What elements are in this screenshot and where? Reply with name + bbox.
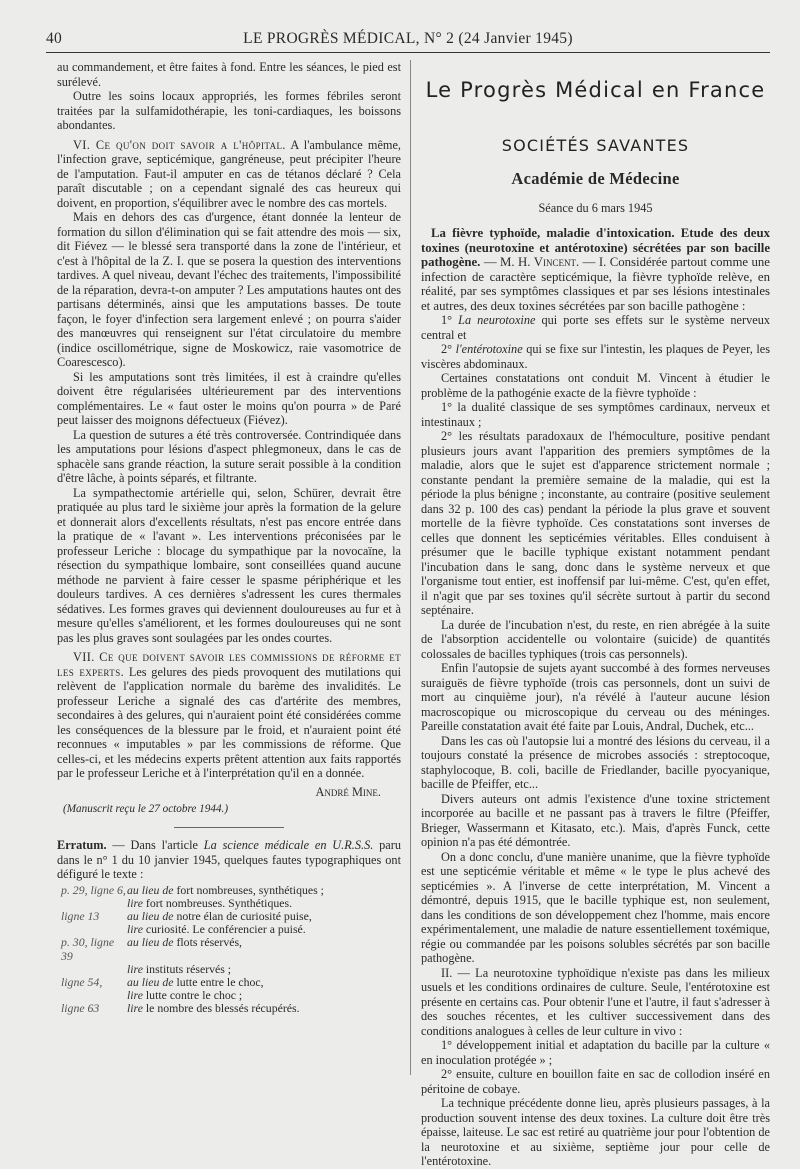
left-column <box>57 60 401 1075</box>
erratum-ref: ligne 63 <box>61 1001 100 1016</box>
erratum-correction: le nombre des blessés récupérés. <box>142 1001 300 1016</box>
page-number: 40 <box>46 30 63 47</box>
erratum-intro <box>57 838 401 882</box>
paragraph: La sympathectomie artérielle qui, selon, Schürer, devrait être pratiquée au plus tard le sixième jour après la formation de la gelure et donnerait alors d'excellents résultats, n'est pas encore entrée dans la pratique de « l'avant ». Les interventions préconisées par le professeur Leriche : blocage du sympathique par la novocaïne, la résection du sympathique lombaire, sont conseillées quand aucune méthode ne parvient à faire cesser le spasme périphérique et les douleurs tardives. A ces dernières s'adressent les cures thermales sédatives. Les formes graves qui deviennent douloureuses au fur et à mesure qu'elles s'améliorent, et les formes douloureuses qui ne sont pas les plus graves sont soulagées par les ondes courtes. <box>57 485 401 645</box>
erratum-correction: notre élan de curiosité puise, <box>173 908 312 923</box>
erratum-correction: lutte contre le choc ; <box>142 988 243 1003</box>
list-item <box>421 313 770 342</box>
paragraph: Mais en dehors des cas d'urgence, étant donnée la lenteur de formation du sillon d'élimination qui se fait attendre des mois — six, dit Fiévez — le blessé sera transporté dans la zone de l'intérieur, et c'est à l'hôpital de la Z. I. que se posera la question des interventions tardives. A quel niveau, devant l'échec des traitements, l'impossibilité de la réparation, devra-t-on amputer ? Les amputations hautes ont des partisans déterminés, ainsi que les amputations basses. De toute façon, le foyer d'infection sera largement enlevé ; on pourra s'aider des manœuvres qui renseignent sur l'état circulatoire du membre (indice oscillométrique, signe de Moskowicz, raie vasomotrice de Coarescesco). <box>57 210 401 369</box>
section-vii <box>57 650 401 781</box>
erratum-marker: au lieu de <box>127 908 174 923</box>
erratum-ref: p. 30, ligne 39 <box>61 935 115 963</box>
item-number: 1° <box>441 313 453 327</box>
running-title: LE PROGRÈS MÉDICAL, N° 2 (24 Janvier 1945) <box>243 30 573 47</box>
erratum-marker: lire <box>127 988 143 1003</box>
paragraph: La question de sutures a été très controversée. Contrindiquée dans les amputations pour lésions d'aspect phlegmoneux, dans le cas de sphacèle sans grande réaction, la suture serait possible à la condition d'être lâche, à points séparés, et filtrante. <box>57 427 401 485</box>
erratum-ref: p. 29, ligne 6, <box>61 882 126 897</box>
erratum-row <box>57 1002 401 1015</box>
erratum-row <box>57 936 401 962</box>
erratum-label: Erratum. <box>57 838 107 852</box>
section-vi <box>57 138 401 211</box>
section-title: SOCIÉTÉS SAVANTES <box>501 136 690 155</box>
paragraph: La durée de l'incubation n'est, du reste, en rien abrégée à la suite de l'absorption accidentelle ou volontaire (suicide) de quantités colossales de bacilles typhiques (trois cas personnels). <box>421 617 770 661</box>
list-item <box>421 342 770 371</box>
erratum-marker: au lieu de <box>127 935 174 950</box>
erratum-ref: ligne 54, <box>61 974 103 989</box>
section-vii-title: VII. Ce que doivent savoir les commissions de réforme et les experts. <box>57 650 401 679</box>
paragraph: II. — La neurotoxine typhoïdique n'existe pas dans les milieux usuels et les conditions ordinaires de culture. Seule, l'entérotoxine est présente en certains cas. Pour obtenir l'une et l'autre, il faut s'adresser à des souches récentes, et les cultiver successivement dans des conditions analogues à celles de leur culture in vivo : <box>421 965 770 1038</box>
erratum-marker: au lieu de <box>127 974 174 989</box>
item-term: l'entérotoxine <box>455 342 523 356</box>
separator-rule <box>174 827 284 828</box>
column-divider <box>410 60 411 1075</box>
erratum-correction: instituts réservés ; <box>142 961 232 976</box>
section-vi-text: A l'ambulance même, l'infection grave, septicémique, gangréneuse, peut précipiter l'heure de l'amputation. Faut-il amputer en cas de tétanos déclaré ? Cela paraît discutable ; on a cependant signalé des cas heureux qui doivent, en proportion, s'équilibrer avec le nombre des cas mortels. <box>57 137 401 210</box>
erratum-text: paru dans le n° 1 du 10 janvier 1945, quelques fautes typographiques ont défiguré le texte : <box>57 838 401 881</box>
academy-title: Académie de Médecine <box>511 169 680 188</box>
journal-title: Le Progrès Médical en France <box>425 78 766 102</box>
paragraph: 1° développement initial et adaptation du bacille par la culture « en inoculation protégée » ; <box>421 1038 770 1067</box>
session-date: Séance du 6 mars 1945 <box>538 201 653 215</box>
article-title: La fièvre typhoïde, maladie d'intoxication. Etude des deux toxines (neurotoxine et antérotoxine) sécrétées par son bacille pathogène. <box>421 226 770 269</box>
paragraph: Si les amputations sont très limitées, il est à craindre qu'elles doivent être régularisées ultérieurement par des interventions complémentaires. Le « faut oster le moins qu'on pourra » de Paré peut laisser des moignons défectueux (Fiévez). <box>57 369 401 427</box>
erratum-ref <box>57 897 127 910</box>
article-intro: — I. Considérée partout comme une infection de caractère septicémique, la fièvre typhoïde relève, en réalité, par ses symptômes classiques et par ses lésions intestinales et autres, des deux toxines sécrétées par son bacille pathogène : <box>421 255 770 313</box>
erratum-marker: lire <box>127 922 143 937</box>
paragraph: Certaines constatations ont conduit M. Vincent à étudier le problème de la pathogénie exacte de la fièvre typhoïde : <box>421 371 770 400</box>
errata-list <box>57 884 401 1016</box>
author-signature: André Mine. <box>315 784 381 799</box>
item-text: qui se fixe sur l'intestin, les plaques de Peyer, les viscères abdominaux. <box>421 342 771 371</box>
erratum-marker: lire <box>127 1001 143 1016</box>
erratum-marker: lire <box>127 895 143 910</box>
section-vii-text: Les gelures des pieds provoquent des mutilations qui relèvent de l'application normale du barème des invalidités. Le professeur Leriche a signalé des cas d'artérite des membres, secondaires à des gelures, qui n'auraient point été considérées comme les conséquences de la blessure par le froid, et n'auraient point été reconnues « imputables » par les commissions de réforme. Que celles-ci, et les médecins experts prêtent attention aux faits rapportés par le professeur Leriche et à l'interprétation qu'il en a donnée. <box>57 664 401 780</box>
paragraph: Dans les cas où l'autopsie lui a montré des lésions du cerveau, il a toujours constaté la présence de microbes associés : streptocoque, staphylocoque, B. coli, bacille de Friedlander, bacille pyocyanique, bacille de Pfeiffer, etc... <box>421 733 770 791</box>
manuscript-note: (Manuscrit reçu le 27 octobre 1944.) <box>63 803 229 815</box>
erratum-correction: flots réservés, <box>173 935 242 950</box>
erratum-correction: lutte entre le choc, <box>173 974 264 989</box>
paragraph: La technique précédente donne lieu, après plusieurs passages, à la production souvent intense des deux toxines. La culture doit être très épaisse, laiteuse. Le sac est retiré au quatrième jour pour l'obtention de la neurotoxine et au sixième, septième jour pour celle de l'entérotoxine. <box>421 1096 770 1168</box>
running-header <box>46 30 770 52</box>
section-vi-title: VI. Ce qu'on doit savoir a l'hôpital. <box>73 137 286 152</box>
erratum-correction: fort nombreuses. Synthétiques. <box>142 895 293 910</box>
erratum-text <box>127 936 401 962</box>
erratum-marker: au lieu de <box>127 882 174 897</box>
paragraph: On a donc conclu, d'une manière unanime, que la fièvre typhoïde est une septicémie véritable et même « le type le plus achevé des septicémies ». A l'inverse de cette interprétation, M. Vincent a démontré, depuis 1915, que le bacille typhique est, non seulement, dans les conditions de son développement chez l'homme, mais encore expérimentalement, une maladie de nature essentiellement toxémique, régie ou commandée par les poisons solubles sécrétés par son bacille pathogène. <box>421 849 770 965</box>
paragraph: 2° ensuite, culture en bouillon faite en sac de collodion inséré en péritoine de cobaye. <box>421 1067 770 1096</box>
erratum-article: La science médicale en U.R.S.S. <box>203 838 374 852</box>
paragraph: Outre les soins locaux appropriés, les formes fébriles seront traitées par la sulfamidothérapie, les toni-cardiaques, les boissons abondantes. <box>57 89 401 132</box>
erratum-ref: ligne 13 <box>61 908 100 923</box>
erratum-ref <box>57 963 127 976</box>
paragraph: Enfin l'autopsie de sujets ayant succombé à des formes nerveuses suraiguës de fièvre typhoïde (trois cas personnels, dont un suivi de mort au cinquième jour), n'a révélé à l'auteur aucune lésion macroscopique ou microscopique du cerveau ou des méninges. Pareille constatation avait été faite par Louis, Andral, Duchek, etc... <box>421 661 770 733</box>
article-author: — M. H. Vincent. <box>483 255 580 269</box>
paragraph: Divers auteurs ont admis l'existence d'une toxine strictement incorporée au bacille et ne passant pas à travers le filtre (Pfeiffer, Brieger, Wassermann et Kitasato, etc.). Mais, d'après Funck, cette opinion n'a pas été démontrée. <box>421 791 770 849</box>
item-term: La neurotoxine <box>458 313 536 327</box>
item-text: qui porte ses effets sur le système nerveux central et <box>421 313 770 342</box>
erratum-text: — Dans l'article <box>106 838 204 852</box>
erratum-text <box>127 1002 401 1015</box>
header-rule <box>46 52 770 53</box>
paragraph: 1° la dualité classique de ses symptômes cardinaux, nerveux et intestinaux ; <box>421 400 770 429</box>
erratum-correction: curiosité. Le conférencier a puisé. <box>142 922 306 937</box>
paragraph: 2° les résultats paradoxaux de l'hémoculture, positive pendant plusieurs jours avant l'apparition des premiers symptômes de la maladie, alors que le sujet est d'apparence strictement normale ; constante pendant la première semaine de la maladie, qui est la période la plus bénigne ; inconstante, au contraire (positive seulement dans 32 p. 100 des cas) pendant la période la plus grave et souvent mortelle de la fièvre typhoïde. Ces constatations sont inverses de celles que donnent les septicémies véritables. Elles conduisent à présumer que le bacille typhique existant notamment pendant l'incubation dans le sang, donc dans le système nerveux et que l'organisme tout entier, est inoffensif par lui-même. C'est, qu'en effet, il n'agit que par ses toxines qu'il sécrète surtout à partir du second septénaire. <box>421 429 770 617</box>
erratum-marker: lire <box>127 961 143 976</box>
right-column <box>421 74 771 1168</box>
paragraph: au commandement, et être faites à fond. Entre les séances, le pied est surélevé. <box>57 60 401 89</box>
item-number: 2° <box>441 342 453 356</box>
article-heading <box>421 226 770 313</box>
erratum-correction: fort nombreuses, synthétiques ; <box>173 882 324 897</box>
